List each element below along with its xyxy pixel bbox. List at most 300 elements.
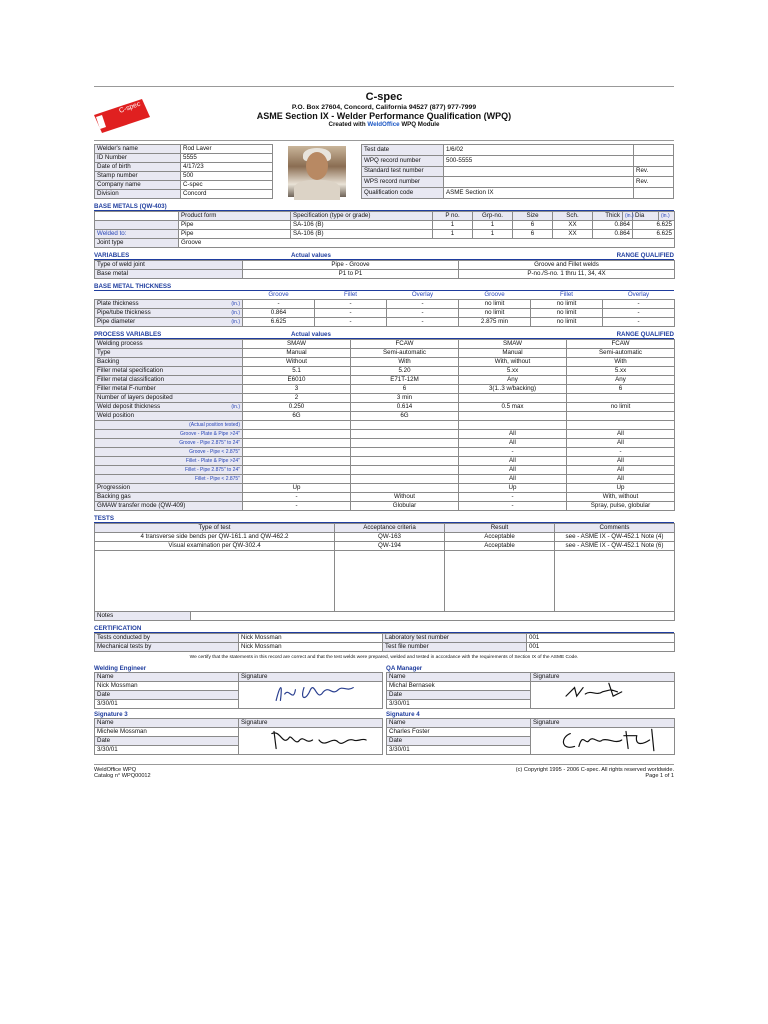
table-row xyxy=(95,412,675,421)
table-row xyxy=(95,466,675,475)
table-row xyxy=(95,457,675,466)
empty-cell xyxy=(95,576,335,585)
table-row xyxy=(95,376,675,385)
table-row xyxy=(95,542,675,551)
empty-cell xyxy=(445,551,555,560)
table-row xyxy=(362,145,674,156)
signature-pair xyxy=(94,665,674,709)
spacer xyxy=(351,457,459,466)
table-header xyxy=(95,524,675,533)
process-value xyxy=(567,412,675,421)
signature-label: Signature xyxy=(531,672,675,681)
base-metals-table xyxy=(94,211,675,248)
process-value: Up xyxy=(459,484,567,493)
actual-value: Pipe - Groove xyxy=(243,261,459,270)
signer-name: Nick Mossman xyxy=(95,681,239,690)
thickness-value: no limit xyxy=(531,309,603,318)
rev-label xyxy=(634,188,674,199)
name-label: Name xyxy=(387,718,531,727)
column-header: Thick xyxy=(593,212,623,221)
field-value xyxy=(444,177,634,188)
actual-value: P1 to P1 xyxy=(243,270,459,279)
empty-cell xyxy=(95,559,335,568)
process-label-text: Filler metal F-number xyxy=(97,385,156,393)
field-label: Division xyxy=(95,190,181,199)
process-label: Progression xyxy=(95,484,243,493)
table-row xyxy=(95,633,675,642)
position-value: All xyxy=(459,466,567,475)
spacer xyxy=(351,448,459,457)
process-value: SMAW xyxy=(243,340,351,349)
process-value: 6 xyxy=(567,385,675,394)
diameter-value: 6.625 xyxy=(633,221,675,230)
empty-cell xyxy=(555,576,675,585)
process-label-text: Backing xyxy=(97,358,120,366)
empty-cell xyxy=(95,594,335,603)
unit-label: (in.) xyxy=(231,319,240,326)
welder-right-table xyxy=(361,144,674,199)
table-row xyxy=(95,145,273,154)
column-header: Overlay xyxy=(627,291,650,299)
welder-photo xyxy=(288,146,346,197)
metal-value: 1 xyxy=(473,221,513,230)
process-value: 5.xx xyxy=(567,367,675,376)
empty-cell xyxy=(555,568,675,577)
field-value: 1/6/02 xyxy=(444,145,634,156)
product-form: Pipe xyxy=(179,230,291,239)
process-value xyxy=(459,412,567,421)
position-value: - xyxy=(567,448,675,457)
table-row xyxy=(95,190,273,199)
table-header xyxy=(95,212,675,221)
process-value: FCAW xyxy=(567,340,675,349)
thickness-value: 0.864 xyxy=(243,309,315,318)
metal-value: 6 xyxy=(513,221,553,230)
thickness-label-text: Plate thickness xyxy=(97,300,139,308)
range-value: Groove and Fillet welds xyxy=(459,261,675,270)
position-note: (Actual position tested) xyxy=(95,421,243,430)
thickness-value: no limit xyxy=(531,318,603,327)
position-value: All xyxy=(459,430,567,439)
signature-pair xyxy=(94,711,674,755)
column-header: Fillet xyxy=(343,291,358,299)
field-label: Test date xyxy=(362,145,444,156)
table-row xyxy=(95,230,675,239)
field-label: Date of birth xyxy=(95,163,181,172)
signature-block xyxy=(386,665,674,709)
process-value: E6010 xyxy=(243,376,351,385)
field-label: Stamp number xyxy=(95,172,181,181)
process-value: Up xyxy=(243,484,351,493)
thickness-value: 0.864 xyxy=(593,230,633,239)
thickness-label-text: Pipe diameter xyxy=(97,318,136,326)
signer-name: Michele Mossman xyxy=(95,727,239,736)
empty-cell xyxy=(95,568,335,577)
position-value: All xyxy=(459,475,567,484)
thickness-value: 0.864 xyxy=(593,221,633,230)
spacer xyxy=(243,421,351,430)
certification-table xyxy=(94,633,675,652)
spacer xyxy=(351,430,459,439)
column-header: Overlay xyxy=(411,291,434,299)
spacer xyxy=(243,457,351,466)
date-label: Date xyxy=(387,736,531,745)
cert-value: Nick Mossman xyxy=(239,633,383,642)
process-label: Backing gas xyxy=(95,493,243,502)
spacer xyxy=(95,212,179,221)
cert-value: Nick Mossman xyxy=(239,642,383,651)
signature-title: Signature 3 xyxy=(94,710,128,718)
empty-cell xyxy=(445,568,555,577)
thickness-label xyxy=(95,318,243,327)
spacer xyxy=(459,421,567,430)
process-label xyxy=(95,376,243,385)
column-header: Grp-no. xyxy=(473,212,513,221)
process-value: FCAW xyxy=(351,340,459,349)
process-label-text: Number of layers deposited xyxy=(97,394,173,402)
rev-label xyxy=(634,155,674,166)
process-value: E71T-12M xyxy=(351,376,459,385)
position-value: All xyxy=(459,439,567,448)
empty-cell xyxy=(335,559,445,568)
column-header: Type of test xyxy=(95,524,335,533)
metal-value: XX xyxy=(553,221,593,230)
joint-type-value: Groove xyxy=(179,239,675,248)
process-value xyxy=(567,394,675,403)
sign-date: 3/30/01 xyxy=(95,699,239,708)
spacer xyxy=(243,430,351,439)
position-value: - xyxy=(459,448,567,457)
notes-table xyxy=(94,611,675,621)
sign-date: 3/30/01 xyxy=(387,745,531,754)
column-header: Fillet xyxy=(559,291,574,299)
empty-cell xyxy=(335,585,445,594)
test-cell: 4 transverse side bends per QW-161.1 and QW-462.2 xyxy=(95,533,335,542)
empty-row xyxy=(95,551,675,560)
section-certification: CERTIFICATION xyxy=(94,623,674,633)
column-header: Groove xyxy=(484,291,505,299)
table-row xyxy=(95,261,675,270)
wpq-document: C-spec C-spec P.O. Box 27604, Concord, California 94527 (877) 977-7999 ASME Section IX - Welder Performance Qualification (WPQ) Created with WeldOffice WPQ Module Welder's name Rod Laver ID Number 5555 Date of birth 4/17/23 Stamp number 500 Company name C-spec Division Concord Test date 1/6/02 WPQ record number 500-5555 Standard test number Rev. WPS record number Rev. Qualification code ASME Section IX BASE METALS (QW-403) Product form Specification (type or grade) P no. Grp-no. Size Sch. Thick (in.) Dia (in.) Pipe SA-106 (B) 1 1 6 XX 0.864 6.625 Welded to: Pipe SA-106 (B) 1 1 6 XX 0.864 6.625 Joint type Groove VARIABLES Actual values RANGE QUALIFIED Type of weld joint Pipe - Groove Groove and Fillet welds Base metal P1 to P1 P-no./S-no. 1 thru 11, 34, 4X BASE METAL THICKNESS Groove Fillet Overlay Groove Fillet Overlay Plate thickness (in.) - - - no limit no limit - Pipe/tube thickness (in.) 0.864 - - no limit no limit - Pipe diameter (in.) 6.625 - - 2.875 min no limit - PROCESS VARIABLES Actual values RANGE QUALIFIED Welding process SMAW FCAW SMAW FCAW Type Manual Semi-automatic Manual Semi-automatic Backing Without With With, without With Filler metal specification 5.1 5.20 5.xx 5.xx Filler metal classification E6010 E71T-12M Any Any Filler metal F-number 3 6 3(1..3 w/backing) 6 Number of layers deposited 2 3 min Weld deposit thickness (in.) 0.250 0.614 0.5 max no limit Weld position 6G 6G (Actual position tested) Groove - Plate & Pipe >24" All All Groove - Pipe 2.875" to 24" All All Groove - Pipe < 2.875" - - Fillet - Plate & Pipe >24" All All Fillet - Pipe 2.875" to 24" All All Fillet - Pipe < 2.875" All All Progression Up Up Up Backing gas - Without - With, without GMAW transfer mode (QW-409) - Globular - Spray, pulse, globular TESTS Type of test Acceptance criteria Result Comments 4 transverse side bends per QW-161.1 and QW-462.2 QW-163 Acceptable see - ASME IX - QW-452.1 Note (4) Visual examination per QW-302.4 QW-194 Acceptable see - ASME IX - QW-452.1 Note (6) Notes CERTIFICATION Tests conducted by Nick Mossman Laboratory test number 001 Mechanical tests by Nick Mossman Test file number 001 We certify that the statements in this record are correct and that the test welds were prepared, welded and tested in accordance with the requirements of Section IX of the ASME Code. Welding Engineer Name Signature Nick Mossman Date 3/30/01 QA Manager Name Signature Michal Bernasek Date 3/30/01 Signature 3 Name Signature Michele Mossman Date 3/30/01 Signature 4 Name Signature Charles Foster Date 3/30/01 WeldOffice WPQ (c) Copyright 1995 - 2006 C-spec. All rights reserved worldwide. Catalog n° WPQ00012 Page 1 of 1 xyxy=(94,86,674,779)
section-variables: VARIABLES Actual values RANGE QUALIFIED xyxy=(94,252,674,259)
table-row xyxy=(95,239,675,248)
variable-label: Base metal xyxy=(95,270,243,279)
field-value: 5555 xyxy=(181,154,273,163)
field-label: Welder's name xyxy=(95,145,181,154)
empty-cell xyxy=(445,585,555,594)
position-value: All xyxy=(567,475,675,484)
process-value: - xyxy=(243,493,351,502)
process-label-text: Filler metal classification xyxy=(97,376,165,384)
name-label: Name xyxy=(95,672,239,681)
table-row xyxy=(95,172,273,181)
signature-title: Signature 4 xyxy=(386,710,420,718)
spacer xyxy=(351,439,459,448)
field-label: Standard test number xyxy=(362,166,444,177)
signer-name: Charles Foster xyxy=(387,727,531,736)
process-value: Any xyxy=(459,376,567,385)
process-label xyxy=(95,349,243,358)
thickness-value: - xyxy=(315,318,387,327)
position-value: All xyxy=(567,430,675,439)
thickness-value: - xyxy=(387,318,459,327)
empty-cell xyxy=(555,559,675,568)
table-row xyxy=(95,181,273,190)
empty-cell xyxy=(335,551,445,560)
unit-label: (in.) xyxy=(659,212,675,221)
process-label-text: Weld deposit thickness xyxy=(97,403,161,411)
process-value: 3 min xyxy=(351,394,459,403)
handwritten-signature xyxy=(264,725,374,755)
empty-row xyxy=(95,594,675,603)
spacer xyxy=(243,448,351,457)
spacer xyxy=(351,421,459,430)
process-value: - xyxy=(459,502,567,511)
field-label: WPQ record number xyxy=(362,155,444,166)
metal-value: 1 xyxy=(473,230,513,239)
empty-cell xyxy=(555,551,675,560)
empty-cell xyxy=(95,602,335,611)
signature-label: Signature xyxy=(239,718,383,727)
metal-value: 1 xyxy=(433,221,473,230)
empty-row xyxy=(95,568,675,577)
process-value: 2 xyxy=(243,394,351,403)
welded-to-label: Welded to: xyxy=(95,230,179,239)
process-label: GMAW transfer mode (QW-409) xyxy=(95,502,243,511)
process-value: With, without xyxy=(567,493,675,502)
thickness-value: - xyxy=(603,309,675,318)
date-label: Date xyxy=(387,690,531,699)
process-label xyxy=(95,394,243,403)
process-label-text: Type xyxy=(97,349,111,357)
table-row xyxy=(95,448,675,457)
diameter-value: 6.625 xyxy=(633,230,675,239)
table-row xyxy=(362,188,674,199)
signer-name: Michal Bernasek xyxy=(387,681,531,690)
table-row xyxy=(362,166,674,177)
column-header: Result xyxy=(445,524,555,533)
thickness-value: no limit xyxy=(459,309,531,318)
tests-table xyxy=(94,523,675,611)
certification-statement: We certify that the statements in this record are correct and that the test welds were prepared, welded and tested in accordance with the requirements of Section IX of the ASME Code. xyxy=(189,654,579,660)
thickness-value: - xyxy=(603,300,675,309)
rev-label: Rev. xyxy=(634,177,674,188)
position-label: Groove - Pipe 2.875" to 24" xyxy=(95,439,243,448)
table-row xyxy=(95,358,675,367)
process-value: Without xyxy=(351,493,459,502)
signature-label: Signature xyxy=(239,672,383,681)
empty-cell xyxy=(555,594,675,603)
spacer xyxy=(243,466,351,475)
process-value: SMAW xyxy=(459,340,567,349)
sign-date: 3/30/01 xyxy=(95,745,239,754)
thickness-value: - xyxy=(387,309,459,318)
cert-value: 001 xyxy=(527,633,675,642)
table-row xyxy=(95,439,675,448)
table-row xyxy=(95,430,675,439)
process-value xyxy=(459,394,567,403)
table-row xyxy=(95,154,273,163)
column-header: Product form xyxy=(179,212,291,221)
process-label-text: Welding process xyxy=(97,340,143,348)
created-with: Created with WeldOffice WPQ Module xyxy=(328,121,440,128)
cert-label: Test file number xyxy=(383,642,527,651)
test-cell: see - ASME IX - QW-452.1 Note (4) xyxy=(555,533,675,542)
welder-photo-area xyxy=(273,144,361,199)
process-value: 6G xyxy=(243,412,351,421)
process-table xyxy=(94,339,675,511)
date-label: Date xyxy=(95,690,239,699)
test-cell: QW-194 xyxy=(335,542,445,551)
signature-title: QA Manager xyxy=(386,664,423,672)
spacer xyxy=(243,439,351,448)
company-address: P.O. Box 27604, Concord, California 94527 (877) 977-7999 xyxy=(291,104,477,111)
empty-row xyxy=(95,576,675,585)
table-row xyxy=(95,421,675,430)
process-value: 6G xyxy=(351,412,459,421)
column-header: Groove xyxy=(268,291,289,299)
process-value: With, without xyxy=(459,358,567,367)
table-row xyxy=(95,270,675,279)
spacer xyxy=(243,475,351,484)
thickness-value: 6.625 xyxy=(243,318,315,327)
process-value: no limit xyxy=(567,403,675,412)
field-value: 500 xyxy=(181,172,273,181)
empty-cell xyxy=(555,585,675,594)
process-value: - xyxy=(459,493,567,502)
table-row xyxy=(95,484,675,493)
test-cell: Acceptable xyxy=(445,542,555,551)
position-value: All xyxy=(567,439,675,448)
spacer xyxy=(567,421,675,430)
empty-cell xyxy=(445,602,555,611)
process-value: Semi-automatic xyxy=(351,349,459,358)
field-value xyxy=(444,166,634,177)
column-header: Acceptance criteria xyxy=(335,524,445,533)
thickness-value: - xyxy=(243,300,315,309)
section-tests: TESTS xyxy=(94,513,674,523)
field-value: ASME Section IX xyxy=(444,188,634,199)
svg-text:C-spec: C-spec xyxy=(118,100,142,115)
thickness-label xyxy=(95,309,243,318)
empty-row xyxy=(95,585,675,594)
table-row xyxy=(95,349,675,358)
empty-cell xyxy=(335,594,445,603)
table-row xyxy=(362,177,674,188)
spacer xyxy=(351,466,459,475)
process-value: Semi-automatic xyxy=(567,349,675,358)
test-cell: see - ASME IX - QW-452.1 Note (6) xyxy=(555,542,675,551)
process-value: 5.1 xyxy=(243,367,351,376)
column-header: Comments xyxy=(555,524,675,533)
process-value: 5.20 xyxy=(351,367,459,376)
handwritten-signature xyxy=(556,725,666,755)
table-row xyxy=(362,155,674,166)
position-label: Groove - Plate & Pipe >24" xyxy=(95,430,243,439)
notes-value xyxy=(191,611,675,620)
footer: WeldOffice WPQ (c) Copyright 1995 - 2006 C-spec. All rights reserved worldwide. xyxy=(94,764,674,773)
notes-label: Notes xyxy=(95,611,191,620)
cert-label: Mechanical tests by xyxy=(95,642,239,651)
thickness-value: - xyxy=(315,309,387,318)
process-label xyxy=(95,340,243,349)
process-value xyxy=(351,484,459,493)
empty-cell xyxy=(95,551,335,560)
test-cell: Acceptable xyxy=(445,533,555,542)
metal-value: 1 xyxy=(433,230,473,239)
process-value: Any xyxy=(567,376,675,385)
joint-type-label: Joint type xyxy=(95,239,179,248)
signature-block xyxy=(94,665,382,709)
signature-label: Signature xyxy=(531,718,675,727)
product-form: Pipe xyxy=(179,221,291,230)
rev-label: Rev. xyxy=(634,166,674,177)
position-label: Fillet - Pipe 2.875" to 24" xyxy=(95,466,243,475)
rev-label xyxy=(634,145,674,156)
table-header xyxy=(95,291,675,300)
thickness-label xyxy=(95,300,243,309)
handwritten-signature xyxy=(264,679,374,709)
metal-value: XX xyxy=(553,230,593,239)
unit-label: (in.) xyxy=(231,404,240,411)
specification: SA-106 (B) xyxy=(291,221,433,230)
position-value: All xyxy=(459,457,567,466)
process-label xyxy=(95,358,243,367)
thickness-value: 2.875 min xyxy=(459,318,531,327)
process-value: 3(1..3 w/backing) xyxy=(459,385,567,394)
thickness-table xyxy=(94,291,675,327)
process-label-text: Weld position xyxy=(97,412,135,420)
table-row xyxy=(95,475,675,484)
position-value: All xyxy=(567,466,675,475)
thickness-value: - xyxy=(603,318,675,327)
name-label: Name xyxy=(387,672,531,681)
process-value: Spray, pulse, globular xyxy=(567,502,675,511)
variable-label: Type of weld joint xyxy=(95,261,243,270)
section-process-variables: PROCESS VARIABLES Actual values RANGE QUALIFIED xyxy=(94,331,674,339)
thickness-value: no limit xyxy=(531,300,603,309)
signature-block xyxy=(94,711,382,755)
process-value: 5.xx xyxy=(459,367,567,376)
process-value: Manual xyxy=(459,349,567,358)
column-header: Sch. xyxy=(553,212,593,221)
signature-block xyxy=(386,711,674,755)
thickness-value: - xyxy=(387,300,459,309)
welder-left-table xyxy=(94,144,273,199)
empty-cell xyxy=(335,602,445,611)
variables-table xyxy=(94,260,675,279)
process-label xyxy=(95,367,243,376)
position-label: Fillet - Plate & Pipe >24" xyxy=(95,457,243,466)
column-header: Size xyxy=(513,212,553,221)
empty-cell xyxy=(335,576,445,585)
handwritten-signature xyxy=(556,679,666,709)
field-value: Rod Laver xyxy=(181,145,273,154)
field-value: 500-5555 xyxy=(444,155,634,166)
table-row xyxy=(95,385,675,394)
column-header: P no. xyxy=(433,212,473,221)
table-row xyxy=(95,394,675,403)
range-value: P-no./S-no. 1 thru 11, 34, 4X xyxy=(459,270,675,279)
process-value: 0.250 xyxy=(243,403,351,412)
company-name: C-spec xyxy=(365,91,403,103)
table-row xyxy=(95,340,675,349)
thickness-value: - xyxy=(315,300,387,309)
spacer xyxy=(95,221,179,230)
table-row xyxy=(95,318,675,327)
metal-value: 6 xyxy=(513,230,553,239)
date-label: Date xyxy=(95,736,239,745)
